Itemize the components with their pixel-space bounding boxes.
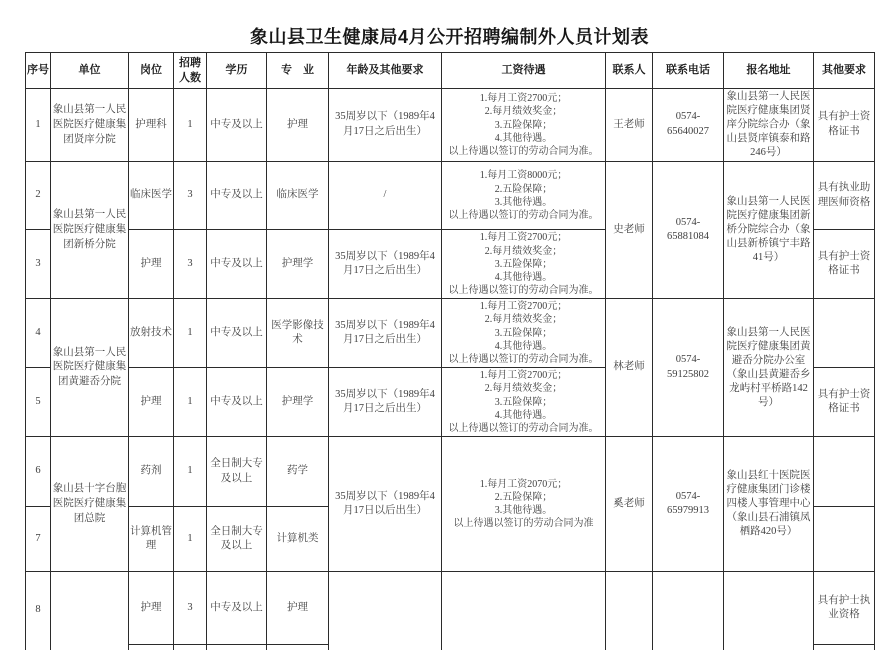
cell-r2-count: 3 [174,162,207,230]
cell-r2r3-unit: 象山县第一人民医院医疗健康集团新桥分院 [51,162,129,299]
cell-r4r5-contact: 林老师 [606,299,653,437]
header-education: 学历 [207,53,267,89]
cell-r4r5-unit: 象山县第一人民医院医疗健康集团黄避岙分院 [51,299,129,437]
cell-r2-other: 具有执业助理医师资格 [814,162,875,230]
cell-r5-count: 1 [174,368,207,437]
cell-r6r7-contact: 奚老师 [606,437,653,572]
table-row [26,299,875,368]
cell-r1-address: 象山县第一人民医院医疗健康集团贤庠分院综合办（象山县贤庠镇泰和路246号） [724,89,814,162]
cell-r8-education-text: 中专及以上 [207,572,266,645]
header-contact: 联系人 [606,53,653,89]
cell-r8-contact [606,572,653,650]
table-row-cut-off [26,572,875,650]
cell-r2-major: 临床医学 [267,162,329,230]
cell-r6-major: 药学 [267,437,329,507]
cell-r4-education: 中专及以上 [207,299,267,368]
cell-r8-other-text: 具有护士执业资格 [814,572,874,645]
cell-r3-position: 护理 [129,230,174,299]
cell-r2-salary: 1.每月工资8000元； 2.五险保障； 3.其他待遇。 以上待遇以签订的劳动合同为准。 [442,162,606,230]
cell-r2-index: 2 [26,162,51,230]
cell-r2-position: 临床医学 [129,162,174,230]
cell-r1-major: 护理 [267,89,329,162]
cell-r4-age: 35周岁以下（1989年4月17日之后出生） [329,299,442,368]
cell-r8-education [207,572,267,650]
cell-r1-unit: 象山县第一人民医院医疗健康集团贤庠分院 [51,89,129,162]
table-row [26,89,875,162]
cell-r8-other [814,572,875,650]
cell-r8-phone [653,572,724,650]
table-row [26,162,875,230]
cell-r3-age: 35周岁以下（1989年4月17日之后出生） [329,230,442,299]
cell-r4-major: 医学影像技术 [267,299,329,368]
cell-r8-unit [51,572,129,650]
cell-r1-position: 护理科 [129,89,174,162]
cell-r5-major: 护理学 [267,368,329,437]
table-header-row [26,53,875,89]
cell-r8-major-text: 护理 [267,572,328,645]
cell-r3-index: 3 [26,230,51,299]
header-salary: 工资待遇 [442,53,606,89]
cell-r7-index: 7 [26,507,51,572]
header-other: 其他要求 [814,53,875,89]
cell-r1-count: 1 [174,89,207,162]
cell-r1-contact: 王老师 [606,89,653,162]
cell-r2-age: / [329,162,442,230]
cell-r6r7-phone: 0574- 65979913 [653,437,724,572]
cell-r4-index: 4 [26,299,51,368]
header-address: 报名地址 [724,53,814,89]
cell-r5-age: 35周岁以下（1989年4月17日之后出生） [329,368,442,437]
cell-r6-education: 全日制大专及以上 [207,437,267,507]
cell-r5-position: 护理 [129,368,174,437]
cell-r6-count: 1 [174,437,207,507]
cell-r7-count: 1 [174,507,207,572]
cell-r6r7-unit: 象山县十字台胞医院医疗健康集团总院 [51,437,129,572]
cell-r5-index: 5 [26,368,51,437]
cell-r6-other [814,437,875,507]
header-major: 专 业 [267,53,329,89]
cell-r6r7-address: 象山县红十医院医疗健康集团门诊楼四楼人事管理中心（象山县石浦镇凤栖路420号） [724,437,814,572]
cell-r1-education: 中专及以上 [207,89,267,162]
cell-r6-position: 药剂 [129,437,174,507]
cell-r4-salary: 1.每月工资2700元； 2.每月绩效奖金； 3.五险保障； 4.其他待遇。 以上待遇以签订的劳动合同为准。 [442,299,606,368]
header-count: 招聘 人数 [174,53,207,89]
cell-r3-education: 中专及以上 [207,230,267,299]
cell-r1-other: 具有护士资格证书 [814,89,875,162]
cell-r1-salary: 1.每月工资2700元； 2.每月绩效奖金； 3.五险保障； 4.其他待遇。 以上待遇以签订的劳动合同为准。 [442,89,606,162]
cell-r4r5-address: 象山县第一人民医院医疗健康集团黄避岙分院办公室（象山县黄避岙乡龙屿村平桥路142号） [724,299,814,437]
cell-r7-position: 计算机管理 [129,507,174,572]
cell-r3-other: 具有护士资格证书 [814,230,875,299]
header-phone: 联系电话 [653,53,724,89]
table-row [26,437,875,507]
cell-r3-salary: 1.每月工资2700元； 2.每月绩效奖金； 3.五险保障； 4.其他待遇。 以上待遇以签订的劳动合同为准。 [442,230,606,299]
cell-r2r3-address: 象山县第一人民医院医疗健康集团新桥分院综合办（象山县新桥镇宁丰路41号） [724,162,814,299]
cell-r5-education: 中专及以上 [207,368,267,437]
cell-r6r7-salary: 1.每月工资2070元； 2.五险保障； 3.其他待遇。 以上待遇以签订的劳动合同为准 [442,437,606,572]
cell-r4-position: 放射技术 [129,299,174,368]
cell-r8-age [329,572,442,650]
cell-r8-count [174,572,207,650]
page-title: 象山县卫生健康局4月公开招聘编制外人员计划表 [249,27,649,47]
cell-r6-index: 6 [26,437,51,507]
cell-r2r3-phone: 0574- 65881084 [653,162,724,299]
cell-r2-education: 中专及以上 [207,162,267,230]
cell-r8-count-text: 3 [174,572,206,645]
cell-r7-education: 全日制大专及以上 [207,507,267,572]
cell-r1-age: 35周岁以下（1989年4月17日之后出生） [329,89,442,162]
header-position: 岗位 [129,53,174,89]
recruitment-plan-table [25,52,875,650]
header-index: 序号 [26,53,51,89]
cell-r4r5-phone: 0574- 59125802 [653,299,724,437]
header-age: 年龄及其他要求 [329,53,442,89]
cell-r7-major: 计算机类 [267,507,329,572]
cell-r3-count: 3 [174,230,207,299]
header-unit: 单位 [51,53,129,89]
cell-r6r7-age: 35周岁以下（1989年4月17日以后出生） [329,437,442,572]
cell-r1-index: 1 [26,89,51,162]
cell-r5-other: 具有护士资格证书 [814,368,875,437]
cell-r4-count: 1 [174,299,207,368]
cell-r1-phone: 0574- 65640027 [653,89,724,162]
cell-r8-position-text: 护理 [129,572,173,645]
cell-r8-salary [442,572,606,650]
cell-r8-address [724,572,814,650]
cell-r8-index: 8 [26,572,51,650]
cell-r2r3-contact: 史老师 [606,162,653,299]
cell-r8-position [129,572,174,650]
cell-r7-other [814,507,875,572]
cell-r5-salary: 1.每月工资2700元； 2.每月绩效奖金； 3.五险保障； 4.其他待遇。 以上待遇以签订的劳动合同为准。 [442,368,606,437]
cell-r4-other [814,299,875,368]
cell-r3-major: 护理学 [267,230,329,299]
cell-r8-major [267,572,329,650]
